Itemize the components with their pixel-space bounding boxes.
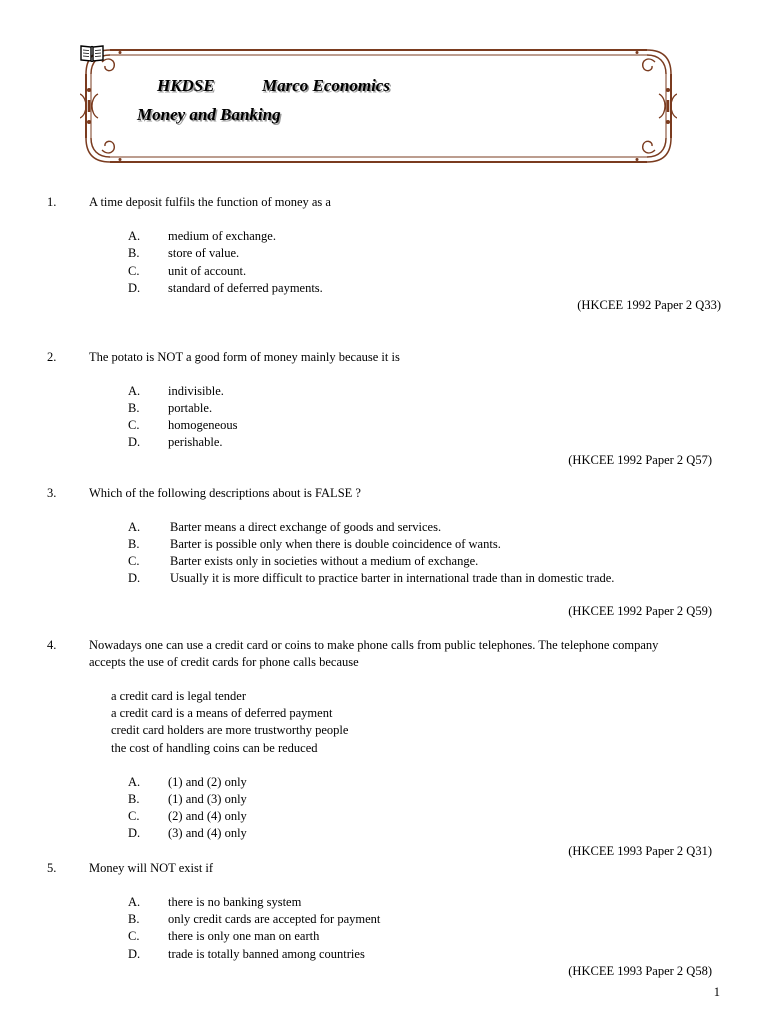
question-1-option-b: store of value. [168, 246, 240, 260]
question-3-option-d: Usually it is more difficult to practice barter in international trade than in domestic trade. [170, 571, 615, 585]
question-4-statement-3: credit card holders are more trustworthy people [111, 723, 349, 737]
question-3-option-d-letter: D. [128, 571, 141, 585]
question-2-option-b: portable. [168, 401, 213, 415]
question-2-option-b-letter: B. [128, 401, 140, 415]
question-2-text: The potato is NOT a good form of money mainly because it is [89, 350, 400, 364]
question-4-statement-2: a credit card is a means of deferred payment [111, 706, 333, 720]
question-3-option-c-letter: C. [128, 554, 140, 568]
question-1-source: (HKCEE 1992 Paper 2 Q33) [577, 298, 721, 312]
question-5-option-a-letter: A. [128, 895, 141, 909]
question-5-option-a: there is no banking system [168, 895, 302, 909]
banner-title-hkdse: HKDSE [157, 76, 215, 95]
banner-title-topic: Money and Banking [137, 105, 281, 124]
question-4-statement-4: the cost of handling coins can be reduced [111, 741, 318, 755]
question-5-number: 5. [47, 861, 57, 875]
question-4-option-a: (1) and (2) only [168, 775, 247, 789]
question-4-statement-1: a credit card is legal tender [111, 689, 246, 703]
question-4-option-d: (3) and (4) only [168, 826, 247, 840]
question-1-option-a: medium of exchange. [168, 229, 276, 243]
question-3-option-b: Barter is possible only when there is double coincidence of wants. [170, 537, 501, 551]
question-3-source: (HKCEE 1992 Paper 2 Q59) [568, 604, 712, 618]
question-2-source: (HKCEE 1992 Paper 2 Q57) [568, 453, 712, 467]
question-4-option-c: (2) and (4) only [168, 809, 247, 823]
question-5-option-b-letter: B. [128, 912, 140, 926]
question-2-option-d: perishable. [168, 435, 223, 449]
question-5-option-c-letter: C. [128, 929, 140, 943]
question-1-option-c: unit of account. [168, 264, 247, 278]
question-3-option-b-letter: B. [128, 537, 140, 551]
question-1-text: A time deposit fulfils the function of money as a [89, 195, 331, 209]
page-number: 1 [713, 985, 720, 999]
question-1-option-a-letter: A. [128, 229, 141, 243]
question-4-text-line1: Nowadays one can use a credit card or coins to make phone calls from public telephones. The telephone company [89, 638, 659, 652]
question-1-number: 1. [47, 195, 57, 209]
question-1-option-d-letter: D. [128, 281, 141, 295]
question-2-option-c: homogeneous [168, 418, 238, 432]
question-4-option-b-letter: B. [128, 792, 140, 806]
question-5-source: (HKCEE 1993 Paper 2 Q58) [568, 964, 712, 978]
question-4-option-a-letter: A. [128, 775, 141, 789]
question-5-option-d: trade is totally banned among countries [168, 947, 365, 961]
question-2-option-c-letter: C. [128, 418, 140, 432]
question-2-option-a: indivisible. [168, 384, 224, 398]
banner-title-subject: Marco Economics [262, 76, 390, 95]
question-4-text-line2: accepts the use of credit cards for phone calls because [89, 655, 359, 669]
question-3-option-a: Barter means a direct exchange of goods and services. [170, 520, 442, 534]
question-1-option-b-letter: B. [128, 246, 140, 260]
title-banner [80, 44, 677, 168]
question-1-option-c-letter: C. [128, 264, 140, 278]
question-3-option-a-letter: A. [128, 520, 141, 534]
question-5-text: Money will NOT exist if [89, 861, 214, 875]
open-book-icon [80, 44, 104, 62]
question-3-option-c: Barter exists only in societies without a medium of exchange. [170, 554, 479, 568]
question-4-option-c-letter: C. [128, 809, 140, 823]
question-1-option-d: standard of deferred payments. [168, 281, 323, 295]
question-5-option-c: there is only one man on earth [168, 929, 320, 943]
question-2-option-d-letter: D. [128, 435, 141, 449]
question-4-source: (HKCEE 1993 Paper 2 Q31) [568, 844, 712, 858]
question-5-option-d-letter: D. [128, 947, 141, 961]
question-4-number: 4. [47, 638, 57, 652]
question-2-option-a-letter: A. [128, 384, 141, 398]
question-4-option-d-letter: D. [128, 826, 141, 840]
question-3-text: Which of the following descriptions about is FALSE ? [89, 486, 361, 500]
question-5-option-b: only credit cards are accepted for payment [168, 912, 381, 926]
question-3-number: 3. [47, 486, 57, 500]
question-2-number: 2. [47, 350, 57, 364]
question-4-option-b: (1) and (3) only [168, 792, 247, 806]
